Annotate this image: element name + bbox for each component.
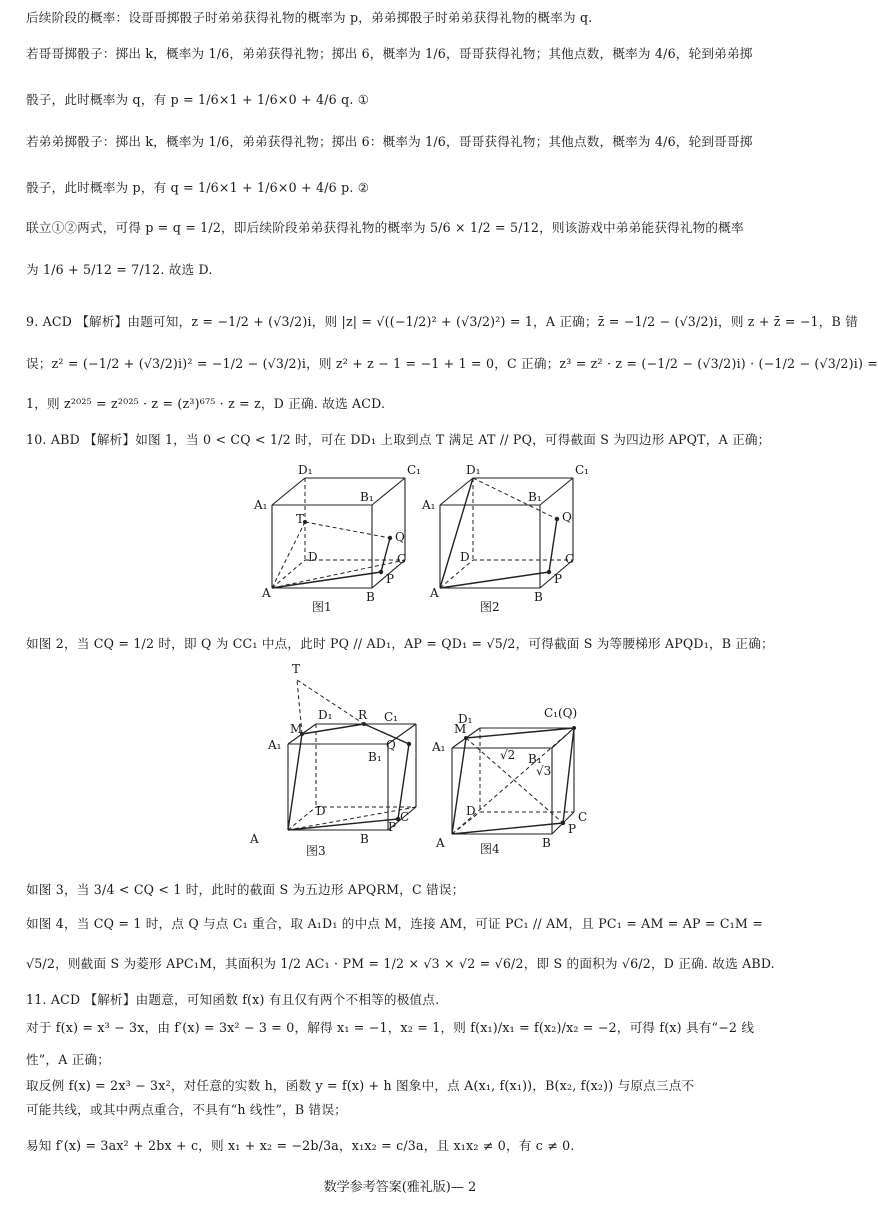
- text-line: 联立①②两式，可得 p = q = 1/2，即后续阶段弟弟获得礼物的概率为 5/6 × 1/2 = 5/12，则该游戏中弟弟能获得礼物的概率: [26, 220, 744, 235]
- page-footer: 数学参考答案(雅礼版)— 2: [323, 1180, 477, 1195]
- label: C: [397, 552, 407, 566]
- label: A₁: [254, 498, 268, 512]
- q11-line: 取反例 f(x) = 2x³ − 3x²，对任意的实数 h，函数 y = f(x) + h 图象中，点 A(x₁, f(x₁))，B(x₂, f(x₂)) 与原点三点不: [26, 1078, 695, 1093]
- label: B: [366, 590, 375, 604]
- label: B₁: [360, 490, 374, 504]
- label: D₁: [458, 712, 473, 726]
- text-line: 后续阶段的概率：设哥哥掷骰子时弟弟获得礼物的概率为 p，弟弟掷骰子时弟弟获得礼物的概率为 q.: [26, 10, 593, 25]
- label: P: [388, 820, 397, 834]
- q10-line: 10. ABD 【解析】如图 1，当 0 < CQ < 1/2 时，可在 DD₁ 上取到点 T 满足 AT // PQ，可得截面 S 为四边形 APQT，A 正确；: [26, 432, 771, 447]
- label: B: [542, 836, 551, 850]
- label: P: [568, 822, 577, 836]
- figure-caption: 图3: [306, 844, 326, 858]
- label: A: [250, 832, 259, 846]
- q9-line: 误；z² = (−1/2 + (√3/2)i)² = −1/2 − (√3/2)i，则 z² + z − 1 = −1 + 1 = 0，C 正确；z³ = z² · z = (−1/2 − (√3/2)i) · (−1/2 − (√3/2)i) =: [26, 356, 878, 371]
- label: C₁: [384, 710, 398, 724]
- label: D: [308, 550, 318, 564]
- figure-caption: 图4: [480, 842, 500, 856]
- q11-line: 对于 f(x) = x³ − 3x，由 f′(x) = 3x² − 3 = 0，解得 x₁ = −1，x₂ = 1，则 f(x₁)/x₁ = f(x₂)/x₂ = −2，可得 f(x) 具有“−2 线: [26, 1020, 755, 1035]
- label: D₁: [298, 463, 313, 477]
- label: Q: [386, 738, 396, 752]
- label: Q: [562, 510, 572, 524]
- label: Q: [395, 530, 405, 544]
- label: P: [386, 572, 395, 586]
- q11-line: 性”，A 正确；: [26, 1052, 111, 1067]
- label: A: [430, 586, 439, 600]
- label: C: [565, 552, 575, 566]
- label: C₁: [575, 463, 589, 477]
- label: D: [316, 804, 326, 818]
- label: A₁: [432, 740, 446, 754]
- label: A: [436, 836, 445, 850]
- q10-line: 如图 3，当 3/4 < CQ < 1 时，此时的截面 S 为五边形 APQRM，C 错误；: [26, 882, 465, 897]
- text-line: 骰子，此时概率为 q，有 p = 1/6×1 + 1/6×0 + 4/6 q. ①: [26, 92, 370, 107]
- q9-line: 9. ACD 【解析】由题可知，z = −1/2 + (√3/2)i，则 |z| = √((−1/2)² + (√3/2)²) = 1，A 正确；z̄ = −1/2 − (√3/2)i，则 z + z̄ = −1，B 错: [26, 314, 859, 329]
- text-line: 骰子，此时概率为 p，有 q = 1/6×1 + 1/6×0 + 4/6 p. ②: [26, 180, 370, 195]
- q11-line: 可能共线，或其中两点重合，不具有“h 线性”，B 错误；: [26, 1102, 347, 1117]
- figure-4: [428, 706, 603, 856]
- label: √2: [500, 748, 516, 762]
- figure-3: [240, 662, 410, 858]
- label: M: [290, 722, 303, 736]
- label: B₁: [368, 750, 382, 764]
- label: √3: [536, 764, 552, 778]
- label: B₁: [528, 490, 542, 504]
- text-line: 若弟弟掷骰子：掷出 k，概率为 1/6，弟弟获得礼物；掷出 6：概率为 1/6，哥哥获得礼物；其他点数，概率为 4/6，轮到哥哥掷: [26, 134, 753, 149]
- label: P: [554, 572, 563, 586]
- q11-line: 11. ACD 【解析】由题意，可知函数 f(x) 有且仅有两个不相等的极值点.: [26, 992, 440, 1007]
- text-line: 为 1/6 + 5/12 = 7/12. 故选 D.: [26, 262, 213, 277]
- figure-2: [418, 460, 589, 614]
- text-line: 若哥哥掷骰子：掷出 k，概率为 1/6，弟弟获得礼物；掷出 6，概率为 1/6，哥哥获得礼物；其他点数，概率为 4/6，轮到弟弟掷: [26, 46, 753, 61]
- label: B: [534, 590, 543, 604]
- label: D₁: [466, 463, 481, 477]
- label: T: [296, 512, 305, 526]
- label: C: [400, 810, 410, 824]
- label: D: [460, 550, 470, 564]
- q10-line: √5/2，则截面 S 为菱形 APC₁M，其面积为 1/2 AC₁ · PM = 1/2 × √3 × √2 = √6/2，即 S 的面积为 √6/2，D 正确. 故选 ABD.: [26, 956, 775, 971]
- label: D₁: [318, 708, 333, 722]
- figure-caption: 图1: [312, 600, 332, 614]
- label: R: [358, 708, 368, 722]
- label: B₁: [528, 752, 542, 766]
- label: C: [578, 810, 588, 824]
- label: C₁(Q): [544, 706, 578, 720]
- label: C₁: [407, 463, 421, 477]
- label: D: [466, 804, 476, 818]
- label: A₁: [422, 498, 436, 512]
- q10-line: 如图 4，当 CQ = 1 时，点 Q 与点 C₁ 重合，取 A₁D₁ 的中点 M，连接 AM，可证 PC₁ // AM，且 PC₁ = AM = AP = C₁M =: [26, 916, 763, 931]
- q11-line: 易知 f′(x) = 3ax² + 2bx + c，则 x₁ + x₂ = −2b/3a，x₁x₂ = c/3a，且 x₁x₂ ≠ 0，有 c ≠ 0.: [26, 1138, 575, 1153]
- label: B: [360, 832, 369, 846]
- figure-1: [250, 460, 421, 614]
- label: T: [292, 662, 301, 676]
- label: M: [454, 722, 467, 736]
- q9-line: 1，则 z²⁰²⁵ = z²⁰²⁵ · z = (z³)⁶⁷⁵ · z = z，D 正确. 故选 ACD.: [26, 396, 386, 411]
- label: A₁: [268, 738, 282, 752]
- label: A: [262, 586, 271, 600]
- q10-line: 如图 2，当 CQ = 1/2 时，即 Q 为 CC₁ 中点，此时 PQ // AD₁，AP = QD₁ = √5/2，可得截面 S 为等腰梯形 APQD₁，B 正确；: [26, 636, 774, 651]
- figure-caption: 图2: [480, 600, 500, 614]
